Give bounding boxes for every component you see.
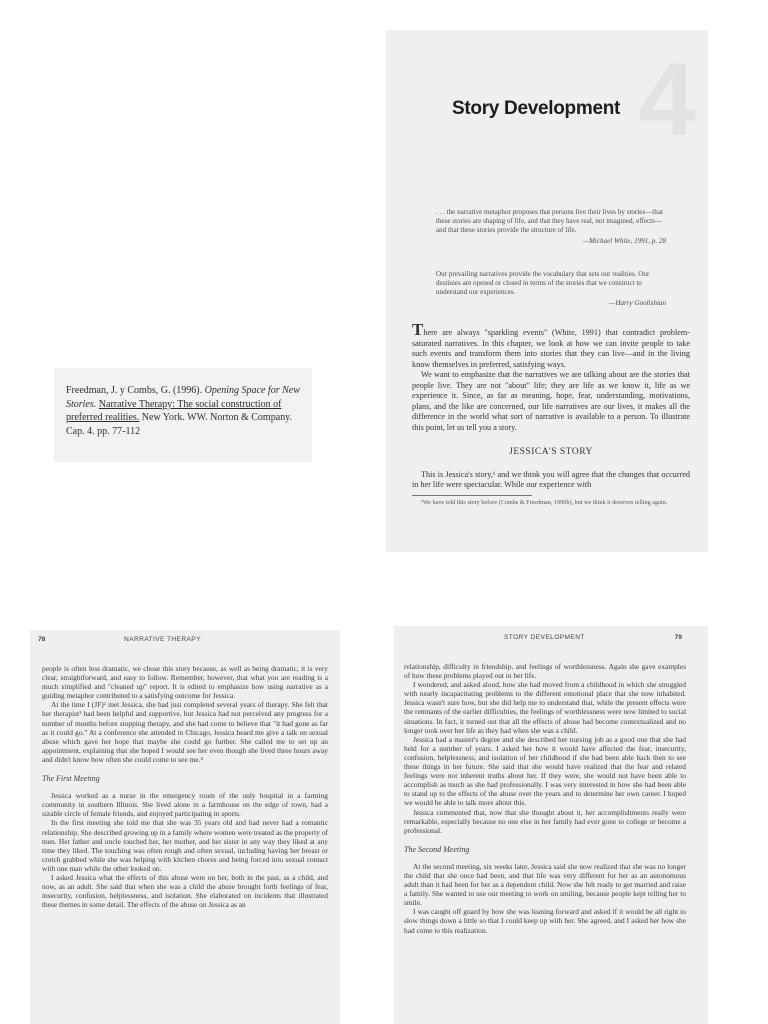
citation-text	[66, 384, 302, 438]
paragraph: Jessica worked as a nurse in the emergency room of the only hospital in a farming community in southern Illinois. She lived alone in a farmhouse on the edge of town, had a sizable circle of female friends, and enjoyed participating in sports.	[42, 791, 328, 819]
paragraph: relationship, difficulty in friendship, and feelings of worthlessness. Again she gave examples of how these problems played out in her life.	[404, 662, 686, 681]
page-78	[30, 630, 340, 1024]
page-79	[394, 626, 708, 1024]
chapter-opening-page	[386, 30, 708, 552]
page-number: 78	[38, 636, 46, 643]
epigraph-white	[436, 208, 666, 246]
running-head: NARRATIVE THERAPY	[124, 636, 201, 643]
chapter-number: 4	[638, 42, 696, 158]
epigraph-goolishian	[436, 270, 666, 308]
paragraph: I wondered, and asked aloud, how she had moved from a childhood in which she struggled with nearly incapacitating problems to the different emotional place that she now inhabited. Jessica wasn't sure how, but she did help me to understand that, while the present effects were the remnants of the earlier difficulties, the feelings of worthlessness were now limited to social situations. In fact, it turned out that all the effects of abuse had become contextualized and no longer took over her life as they had when she was a child.	[404, 680, 686, 735]
page-78-text	[42, 664, 328, 909]
paragraph: people is often less dramatic, we chose this story because, as well as being dramatic, it is very clear, straightforward, and easy to follow. Remember, however, that what you are reading is a much simplified and "cleaned up" report. It is edited to emphasize how using narrative as a guiding metaphor contributed to a satisfying outcome for Jessica.	[42, 664, 328, 701]
citation-book-title: Opening Space for New Stories.	[66, 385, 300, 410]
chapter-title: Story Development	[452, 98, 621, 119]
paragraph: At the second meeting, six weeks later, Jessica said she now realized that she was no longer the child that she once had been, and that life was very different for her as an autonomous adult than it had been for her as a dependent child. Now she felt ready to get married and raise a family. She wanted to use our meeting to work on smiling, because people kept telling her to smile.	[404, 861, 686, 908]
paragraph: This is Jessica's story,¹ and we think you will agree that the changes that occurred in her life were spectacular. While our experience with	[412, 469, 690, 489]
running-head: STORY DEVELOPMENT	[504, 634, 585, 641]
epigraph-text: Our prevailing narratives provide the vocabulary that sets our realities. Our destinies are opened or closed in terms of the stories that we construct to understand our experiences.	[436, 270, 650, 297]
paragraph: We want to emphasize that the narratives we are talking about are the stories that people live. They are not "about" life; they are life as we know it, life as we experience it. Since, as far as meaning, hope, fear, understanding, motivations, plans, and the like are concerned, our life narratives are our lives, it makes all the difference in the world what sort of narrative is available to a person. To illustrate this point, let us tell you a story.	[412, 370, 690, 432]
paragraph: There are always "sparkling events" (White, 1991) that contradict problem-saturated narratives. In this chapter, we look at how we can invite people to take such events and transform them into stories that they can live—and in the living know themselves in preferred, satisfying ways.	[412, 320, 690, 369]
epigraph-attribution: —Michael White, 1991, p. 28	[582, 236, 666, 245]
paragraph: Jessica commented that, now that she thought about it, her accomplishments really were remarkable, especially because no one else in her family had ever gone to college or become a professional.	[404, 807, 686, 835]
section-heading: JESSICA'S STORY	[509, 447, 593, 457]
drop-cap: T	[412, 320, 424, 339]
citation-authors: Freedman, J. y Combs, G. (1996).	[66, 385, 203, 396]
footnote: ¹We have told this story before (Combs & Freedman, 1990b), but we think it deserves telling again.	[421, 498, 668, 506]
epigraph-attribution: —Harry Goolishian	[609, 298, 666, 307]
page-79-text	[404, 662, 686, 935]
citation-publisher: New York. WW. Norton & Company. Cap. 4. pp. 77-112	[66, 412, 292, 437]
paragraph: At the time I (JF)² met Jessica, she had just completed several years of therapy. She felt that her therapist³ had been helpful and supportive, but Jessica had not perceived any progress for a number of months before stopping therapy, and she had come to believe that "it had gone as far as it could go." At a conference she attended in Chicago, Jessica heard me give a talk on sexual abuse which gave her hope that maybe she could go further. She called me to set up an appointment, explaining that she hoped I would see her even though she lived three hours away and didn't know how often she could come to see me.⁴	[42, 700, 328, 764]
page-number: 79	[674, 634, 682, 641]
subheading: The Second Meeting	[404, 844, 470, 854]
footnote-rule	[412, 495, 532, 496]
citation-subtitle: Narrative Therapy: The social construction of preferred realities.	[66, 398, 282, 424]
citation-box	[54, 368, 312, 462]
epigraph-text: . . . the narrative metaphor proposes that persons live their lives by stories—that these stories are shaping of life, and that they have real, not imagined, effects—and that these stories provide the structure of life.	[436, 208, 663, 235]
paragraph: I asked Jessica what the effects of this abuse were on her, both in the past, as a child, and now, as an adult. She said that when she was a child the abuse brought forth feelings of fear, insecurity, confusion, helplessness, and isolation. She elaborated on incidents that illustrated these themes in some detail. The effects of the abuse on Jessica as an	[42, 872, 328, 910]
paragraph: Jessica had a master's degree and she described her nursing job as a good one that she had held for a number of years. I asked her how it would have affected the fear, insecurity, confusion, helplessness, and isolation of her childhood if she had been able back then to see these things in her future. She said that she would have realized that the fear and related feelings were not inherent truths about her. If they were, she would not have been able to accomplish as much as she had professionally. I was very interested in how she had been able to stand up to the effects of the abuse over the years and to determine her own career. I hoped we would be able to talk more about this.	[404, 734, 686, 808]
chapter-intro-text	[412, 320, 690, 507]
subheading: The First Meeting	[42, 774, 100, 784]
paragraph: I was caught off guard by how she was leaning forward and asked if it would be all right to slow things down a little so that I could keep up with her. She agreed, and I asked her how she had come to this realization.	[404, 907, 686, 935]
paragraph: In the first meeting she told me that she was 35 years old and had never had a romantic relationship. She described growing up in a family where women were treated as the property of men. Her father and uncle touched her, her mother, and her sister in any way they liked at any time they liked. The touching was often rough and often sexual, including having her breast or crotch grabbed while she was helping with kitchen chores and being forced into sexual contact with one man while the other looked on.	[42, 818, 328, 873]
